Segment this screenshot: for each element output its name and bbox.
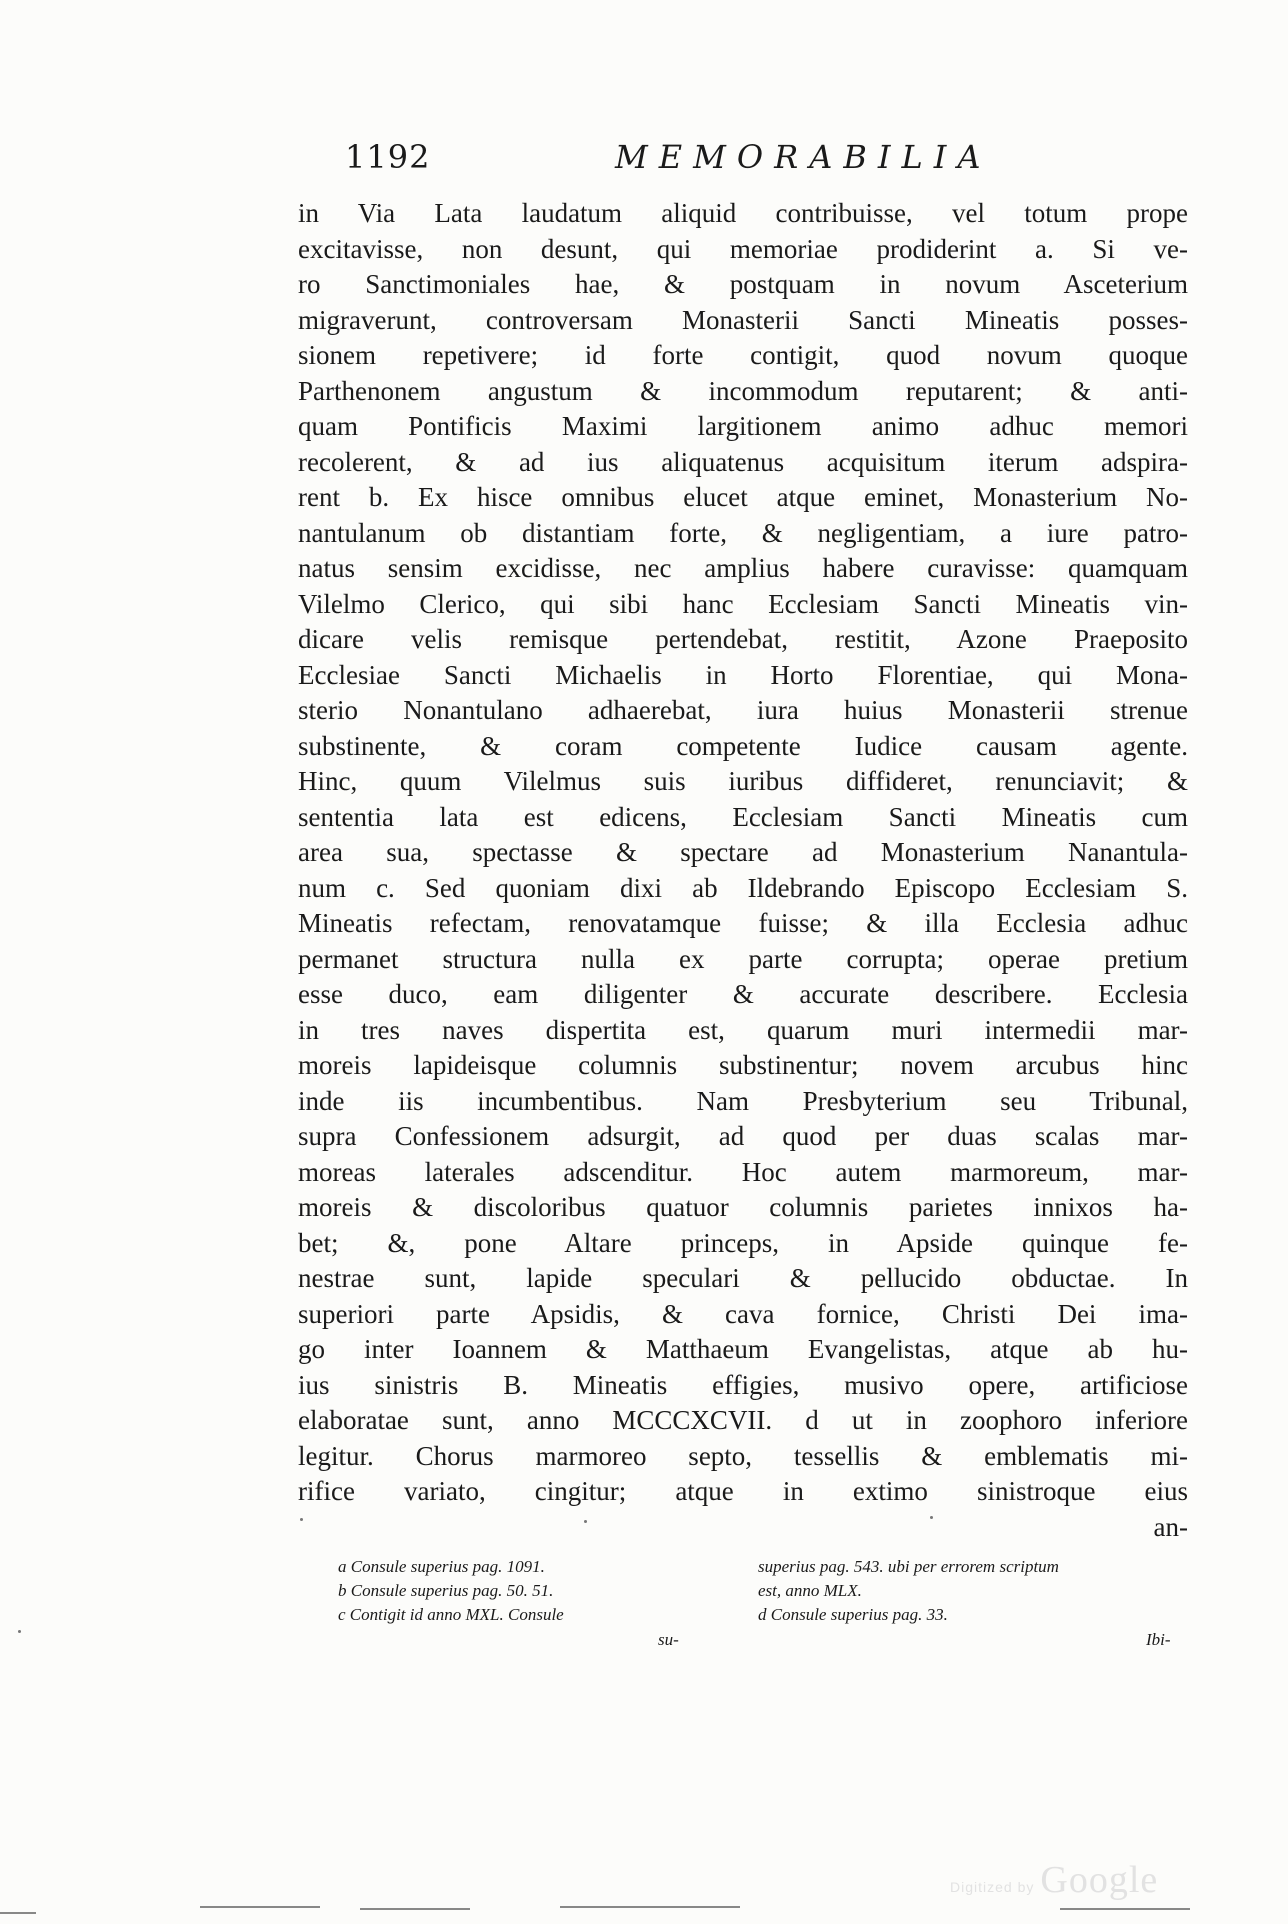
page-number: 1192 — [345, 138, 431, 176]
text-line: migraverunt, controversam Monasterii Sancti Mineatis posses- — [298, 304, 1188, 335]
watermark-brand: Google — [1040, 1859, 1159, 1901]
scan-artifact — [360, 1908, 470, 1910]
text-line: area sua, spectasse & spectare ad Monasterium Nanantula- — [298, 837, 1188, 867]
text-line: quam Pontificis Maximi largitionem animo adhuc memori — [298, 411, 1188, 441]
text-line: ius sinistris B. Mineatis effigies, musivo opere, artificiose — [298, 1369, 1188, 1400]
text-line: permanet structura nulla ex parte corrupta; operae pretium — [298, 943, 1188, 974]
scan-artifact — [1060, 1908, 1190, 1910]
watermark-prefix: Digitized by — [950, 1879, 1035, 1895]
footnote-catchword: Ibi- — [1146, 1630, 1171, 1649]
text-line: natus sensim excidisse, nec amplius habere curavisse: quamquam — [298, 553, 1188, 583]
scan-artifact — [0, 1912, 36, 1914]
main-text — [298, 196, 1188, 1545]
text-line: rent b. Ex hisce omnibus elucet atque eminet, Monasterium No- — [298, 482, 1188, 512]
page-header — [345, 138, 1185, 182]
text-line: bet; &, pone Altare princeps, in Apside quinque fe- — [298, 1227, 1188, 1258]
text-line: rifice variato, cingitur; atque in extimo sinistroque eius — [298, 1476, 1188, 1506]
scan-artifact — [300, 1518, 303, 1521]
text-line: sententia lata est edicens, Ecclesiam Sancti Mineatis cum — [298, 801, 1188, 832]
text-line: recolerent, & ad ius aliquatenus acquisitum iterum adspira- — [298, 446, 1188, 477]
text-line: Hinc, quum Vilelmus suis iuribus diffideret, renunciavit; & — [298, 766, 1188, 796]
footnote-d: d Consule superius pag. 33. — [758, 1605, 948, 1624]
text-line: inde iis incumbentibus. Nam Presbyterium seu Tribunal, — [298, 1085, 1188, 1116]
text-line: num c. Sed quoniam dixi ab Ildebrando Episcopo Ecclesiam S. — [298, 872, 1188, 903]
text-line: moreis lapideisque columnis substinentur; novem arcubus hinc — [298, 1050, 1188, 1080]
text-line: nantulanum ob distantiam forte, & negligentiam, a iure patro- — [298, 517, 1188, 548]
footnotes — [338, 1556, 1188, 1652]
footnote-c-continued-2: est, anno MLX. — [758, 1581, 862, 1600]
footnote-c-catchword: su- — [658, 1630, 679, 1649]
text-line: Parthenonem angustum & incommodum reputarent; & anti- — [298, 375, 1188, 406]
catchword: an- — [1153, 1511, 1188, 1542]
scan-artifact — [930, 1516, 933, 1519]
scan-artifact — [584, 1520, 587, 1523]
scan-artifact — [200, 1906, 320, 1908]
text-line: excitavisse, non desunt, qui memoriae prodiderint a. Si ve- — [298, 233, 1188, 264]
text-line: substinente, & coram competente Iudice causam agente. — [298, 730, 1188, 761]
text-line: moreas laterales adscenditur. Hoc autem marmoreum, mar- — [298, 1156, 1188, 1187]
text-line: moreis & discoloribus quatuor columnis parietes innixos ha- — [298, 1192, 1188, 1222]
text-line: dicare velis remisque pertendebat, restitit, Azone Praeposito — [298, 624, 1188, 654]
text-line: supra Confessionem adsurgit, ad quod per duas scalas mar- — [298, 1121, 1188, 1151]
text-line: ro Sanctimoniales hae, & postquam in novum Asceterium — [298, 269, 1188, 299]
digitization-watermark — [950, 1858, 1158, 1902]
text-line: in tres naves dispertita est, quarum muri intermedii mar- — [298, 1014, 1188, 1045]
footnote-c: c Contigit id anno MXL. Consule — [338, 1605, 564, 1624]
text-line: go inter Ioannem & Matthaeum Evangelistas, atque ab hu- — [298, 1334, 1188, 1364]
text-line: legitur. Chorus marmoreo septo, tessellis & emblematis mi- — [298, 1440, 1188, 1471]
footnote-c-continued: superius pag. 543. ubi per errorem scriptum — [758, 1557, 1059, 1576]
text-line: superiori parte Apsidis, & cava fornice, Christi Dei ima- — [298, 1298, 1188, 1329]
scan-artifact — [560, 1906, 740, 1908]
text-line: in Via Lata laudatum aliquid contribuisse, vel totum prope — [298, 198, 1188, 228]
text-line: Ecclesiae Sancti Michaelis in Horto Florentiae, qui Mona- — [298, 659, 1188, 690]
text-line: sionem repetivere; id forte contigit, quod novum quoque — [298, 340, 1188, 370]
text-line: sterio Nonantulano adhaerebat, iura huius Monasterii strenue — [298, 695, 1188, 725]
text-line: elaboratae sunt, anno MCCCXCVII. d ut in zoophoro inferiore — [298, 1405, 1188, 1435]
text-line: nestrae sunt, lapide speculari & pellucido obductae. In — [298, 1263, 1188, 1293]
running-title: MEMORABILIA — [615, 138, 992, 176]
text-line: Mineatis refectam, renovatamque fuisse; & illa Ecclesia adhuc — [298, 908, 1188, 938]
text-line: esse duco, eam diligenter & accurate describere. Ecclesia — [298, 979, 1188, 1009]
footnote-a: a Consule superius pag. 1091. — [338, 1557, 545, 1576]
scan-artifact — [18, 1630, 21, 1633]
footnote-b: b Consule superius pag. 50. 51. — [338, 1581, 554, 1600]
text-line: Vilelmo Clerico, qui sibi hanc Ecclesiam Sancti Mineatis vin- — [298, 588, 1188, 619]
